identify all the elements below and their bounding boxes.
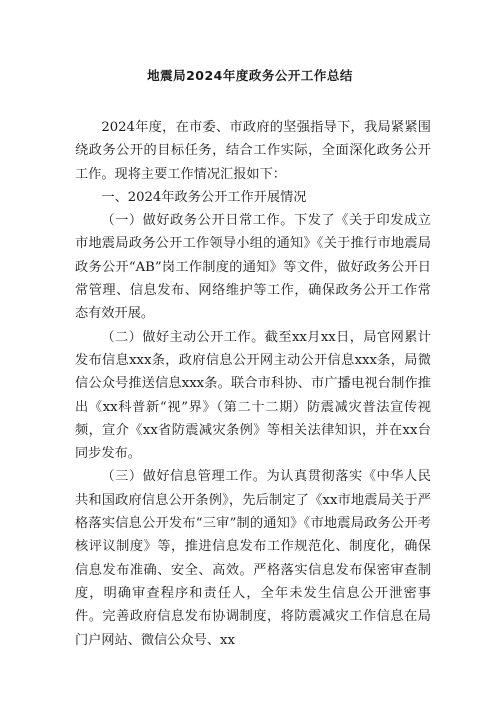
paragraph-info-management: （三）做好信息管理工作。为认真贯彻落实《中华人民共和国政府信息公开条例》，先后制定了《xx市地震局关于严格落实信息公开发布“三审”制的通知》《市地震局政务公开考核评议制度》等，推进信息发布工作规范化、制度化，确保信息发布准确、安全、高效。严格落实信息发布保密审查制度，明确审查程序和责任人，全年未发生信息公开泄密事件。完善政府信息发布协调制度，将防震减灾工作信息在局门户网站、微信公众号、xx bbox=[75, 469, 431, 648]
paragraph-daily-work: （一）做好政务公开日常工作。下发了《关于印发成立市地震局政务公开工作领导小组的通知》《关于推行市地震局政务公开“AB”岗工作制度的通知》等文件，做好政务公开日常管理、信息发布、网络维护等工作，确保政务公开工作常态有效开展。 bbox=[75, 213, 431, 322]
document-body bbox=[75, 116, 431, 652]
section-heading: 一、2024年政务公开工作开展情况 bbox=[101, 189, 307, 205]
intro-paragraph: 2024年度，在市委、市政府的坚强指导下，我局紧紧围绕政务公开的目标任务，结合工作实际，全面深化政务公开工作。现将主要工作情况汇报如下： bbox=[75, 120, 431, 182]
document-title: 地震局2024年度政务公开工作总结 bbox=[147, 68, 353, 83]
paragraph-active-disclosure: （二）做好主动公开工作。截至xx月xx日，局官网累计发布信息xxx条，政府信息公开网主动公开信息xxx条，局微信公众号推送信息xxx条。联合市科协、市广播电视台制作推出《xx科普新“视”界》（第二十二期）防震减灾普法宣传视频，宣介《xx省防震减灾条例》等相关法律知识，并在xx台同步发布。 bbox=[75, 329, 431, 462]
